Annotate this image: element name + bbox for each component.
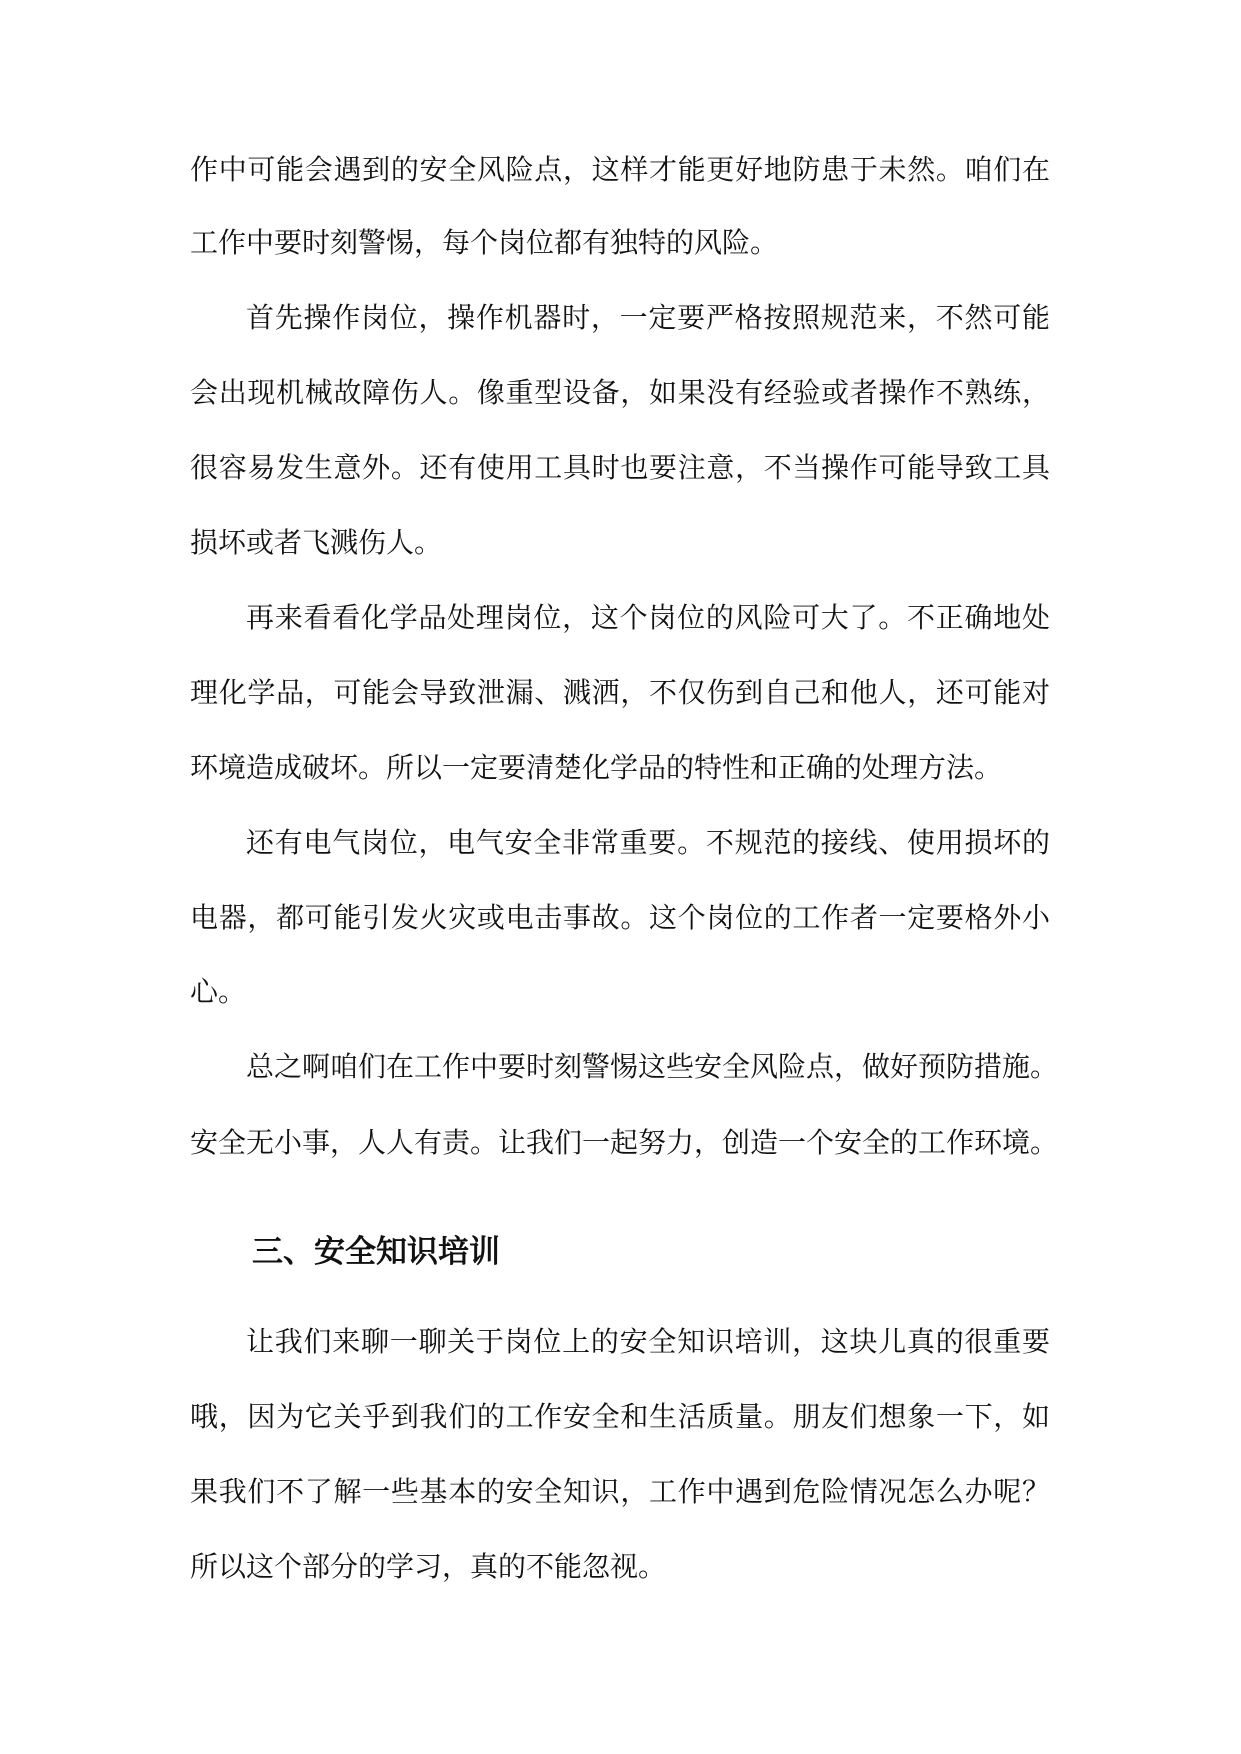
- paragraph-3-line-2: 理化学品，可能会导致泄漏、溅洒，不仅伤到自己和他人，还可能对: [190, 676, 1050, 709]
- section-heading: 三、安全知识培训: [252, 1234, 500, 1270]
- section-paragraph-line-3: 果我们不了解一些基本的安全知识，工作中遇到危险情况怎么办呢？: [190, 1475, 1050, 1508]
- paragraph-2-line-1: 首先操作岗位，操作机器时，一定要严格按照规范来，不然可能: [246, 301, 1050, 334]
- paragraph-2-line-2: 会出现机械故障伤人。像重型设备，如果没有经验或者操作不熟练，: [190, 376, 1050, 409]
- paragraph-4-line-2: 电器，都可能引发火灾或电击事故。这个岗位的工作者一定要格外小: [190, 901, 1050, 934]
- paragraph-2-line-3: 很容易发生意外。还有使用工具时也要注意，不当操作可能导致工具: [190, 451, 1050, 484]
- paragraph-4-line-3: 心。: [190, 975, 247, 1008]
- section-paragraph-line-4: 所以这个部分的学习，真的不能忽视。: [190, 1550, 667, 1583]
- paragraph-3-line-3: 环境造成破坏。所以一定要清楚化学品的特性和正确的处理方法。: [190, 751, 1003, 784]
- paragraph-5-line-2: 安全无小事，人人有责。让我们一起努力，创造一个安全的工作环境。: [190, 1126, 1059, 1159]
- paragraph-1-line-2: 工作中要时刻警惕，每个岗位都有独特的风险。: [190, 226, 779, 259]
- paragraph-2-line-4: 损坏或者飞溅伤人。: [190, 526, 443, 559]
- paragraph-4-line-1: 还有电气岗位，电气安全非常重要。不规范的接线、使用损坏的: [246, 826, 1050, 859]
- paragraph-1-line-1: 作中可能会遇到的安全风险点，这样才能更好地防患于未然。咱们在: [190, 153, 1050, 186]
- section-paragraph-line-2: 哦，因为它关乎到我们的工作安全和生活质量。朋友们想象一下，如: [190, 1400, 1050, 1433]
- paragraph-5-line-1: 总之啊咱们在工作中要时刻警惕这些安全风险点，做好预防措施。: [246, 1050, 1059, 1083]
- section-paragraph-line-1: 让我们来聊一聊关于岗位上的安全知识培训，这块儿真的很重要: [246, 1325, 1050, 1358]
- paragraph-3-line-1: 再来看看化学品处理岗位，这个岗位的风险可大了。不正确地处: [246, 601, 1050, 634]
